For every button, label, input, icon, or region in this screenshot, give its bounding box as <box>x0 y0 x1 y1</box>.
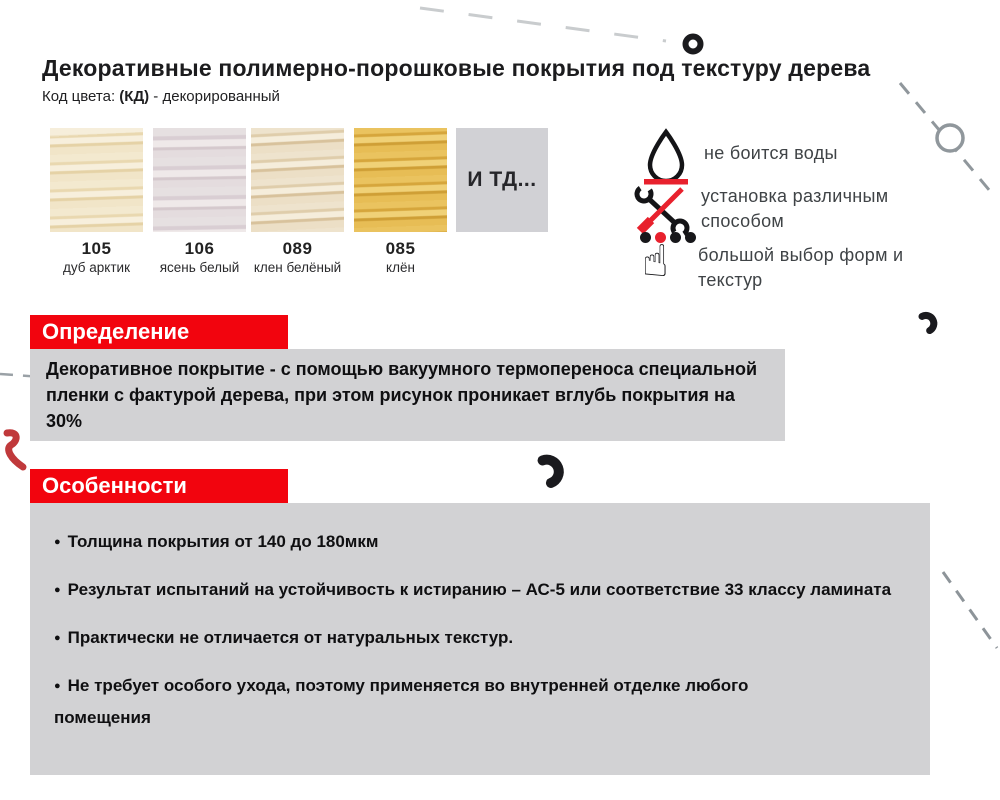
swatch-code: 106 <box>184 239 215 258</box>
swatch-name: ясень белый <box>159 260 240 275</box>
swatch-name: клен белёный <box>253 260 342 275</box>
feature-item <box>54 670 754 733</box>
wood-swatch-image <box>354 128 447 232</box>
benefit-label-forms: большой выбор форм и текстур <box>698 245 904 290</box>
bullet-icon: ● <box>54 536 61 548</box>
wood-swatch-image <box>251 128 344 232</box>
page-title: Декоративные полимерно-порошковые покрытия под текстуру дерева <box>42 55 871 81</box>
swatch-name: клён <box>386 260 415 275</box>
benefit-label-install: установка различным способом <box>701 186 889 231</box>
feature-text: Толщина покрытия от 140 до 180мкм <box>67 532 379 551</box>
swatch-085 <box>354 128 447 275</box>
wood-swatch-image <box>50 128 143 232</box>
dashed-line-decor-bottom-right <box>935 560 1000 655</box>
feature-item <box>54 526 906 558</box>
feature-text: Результат испытаний на устойчивость к истиранию – АС-5 или соответствие 33 классу ламината <box>67 580 892 599</box>
benefit-label-water: не боится воды <box>704 143 838 163</box>
etc-box <box>456 128 548 232</box>
bullet-icon: ● <box>54 680 61 692</box>
dot-icon <box>670 232 681 243</box>
comma-decor-large <box>532 447 572 492</box>
swatch-106 <box>153 128 246 275</box>
definition-panel: Декоративное покрытие - с помощью вакуумного термопереноса специальной пленки с фактурой дерева, при этом рисунок проникает вглубь покрытия на 30% <box>30 349 785 441</box>
swatch-089 <box>251 128 344 275</box>
color-code-value: (КД) <box>119 88 150 105</box>
wrench-screwdriver-icon <box>632 183 692 239</box>
color-code-line <box>42 88 280 105</box>
comma-decor-small <box>914 306 945 339</box>
swatch-code: 089 <box>282 239 313 258</box>
etc-label: И ТД... <box>467 168 537 191</box>
features-panel <box>30 503 930 775</box>
swatch-name: дуб арктик <box>63 260 130 275</box>
color-code-suffix: - декорированный <box>149 88 280 105</box>
bullet-icon: ● <box>54 632 61 644</box>
water-drop-icon <box>641 126 691 186</box>
feature-text: Практически не отличается от натуральных текстур. <box>67 628 514 647</box>
swatch-code: 085 <box>385 239 416 258</box>
tap-hand-icon: ☝ <box>642 236 669 287</box>
features-header: Особенности <box>30 469 288 503</box>
feature-text: Не требует особого ухода, поэтому применяется во внутренней отделке любого помещения <box>54 676 749 727</box>
wood-swatch-image <box>153 128 246 232</box>
dot-icon <box>685 232 696 243</box>
feature-item <box>54 574 906 606</box>
color-code-prefix: Код цвета: <box>42 88 120 105</box>
swatch-code: 105 <box>81 239 112 258</box>
dashed-line-decor-top <box>408 0 708 62</box>
swatch-105 <box>50 128 143 275</box>
bullet-icon: ● <box>54 584 61 596</box>
feature-item <box>54 622 906 654</box>
definition-header: Определение <box>30 315 288 349</box>
